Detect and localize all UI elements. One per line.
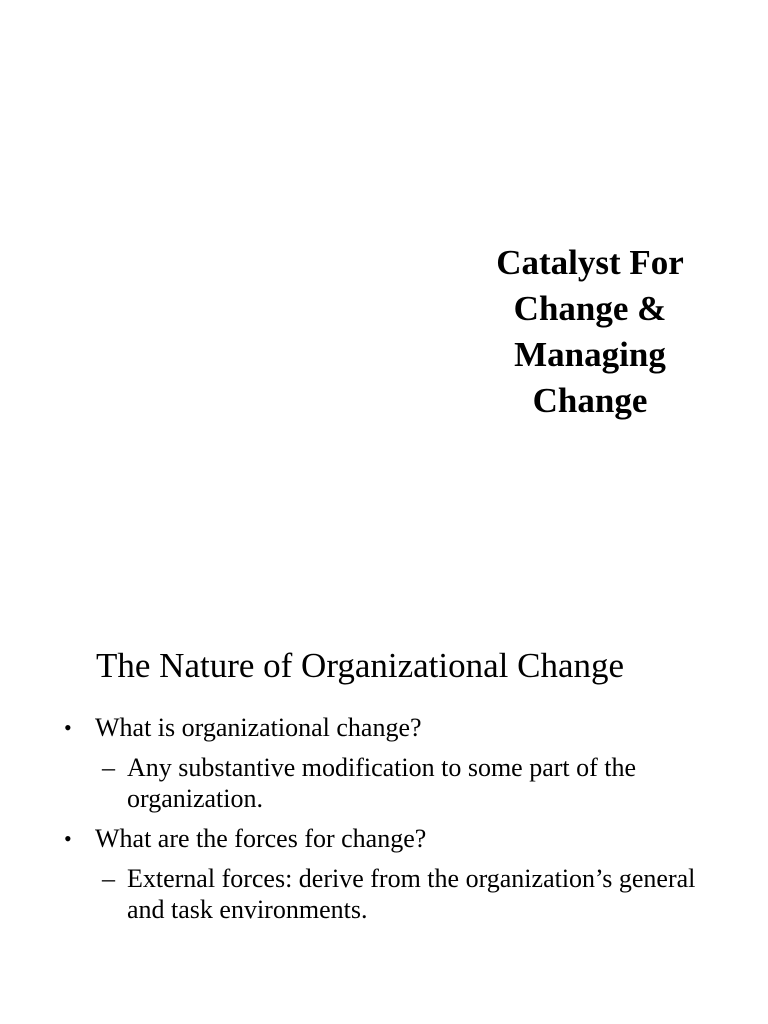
title-line: Change & [513, 289, 667, 328]
title-line: Change [532, 381, 648, 420]
sub-bullet-item [62, 752, 722, 814]
sub-bullet-item [62, 863, 722, 925]
bullet-marker: • [64, 715, 72, 740]
title-line: Managing [514, 335, 666, 374]
bullet-marker: • [64, 826, 72, 851]
bullet-text: What are the forces for change? [95, 824, 427, 853]
sub-bullet-marker: – [102, 753, 115, 782]
bullet-list [62, 712, 722, 934]
title-slide-heading [470, 240, 710, 424]
bullet-item [62, 712, 722, 743]
slide-heading: The Nature of Organizational Change [96, 646, 625, 685]
title-line: Catalyst For [496, 243, 684, 282]
sub-bullet-marker: – [102, 864, 115, 893]
bullet-item [62, 823, 722, 854]
bullet-text: What is organizational change? [95, 713, 422, 742]
sub-bullet-text: Any substantive modification to some part of the organization. [127, 753, 637, 813]
sub-bullet-text: External forces: derive from the organization’s general and task environments. [127, 864, 696, 924]
